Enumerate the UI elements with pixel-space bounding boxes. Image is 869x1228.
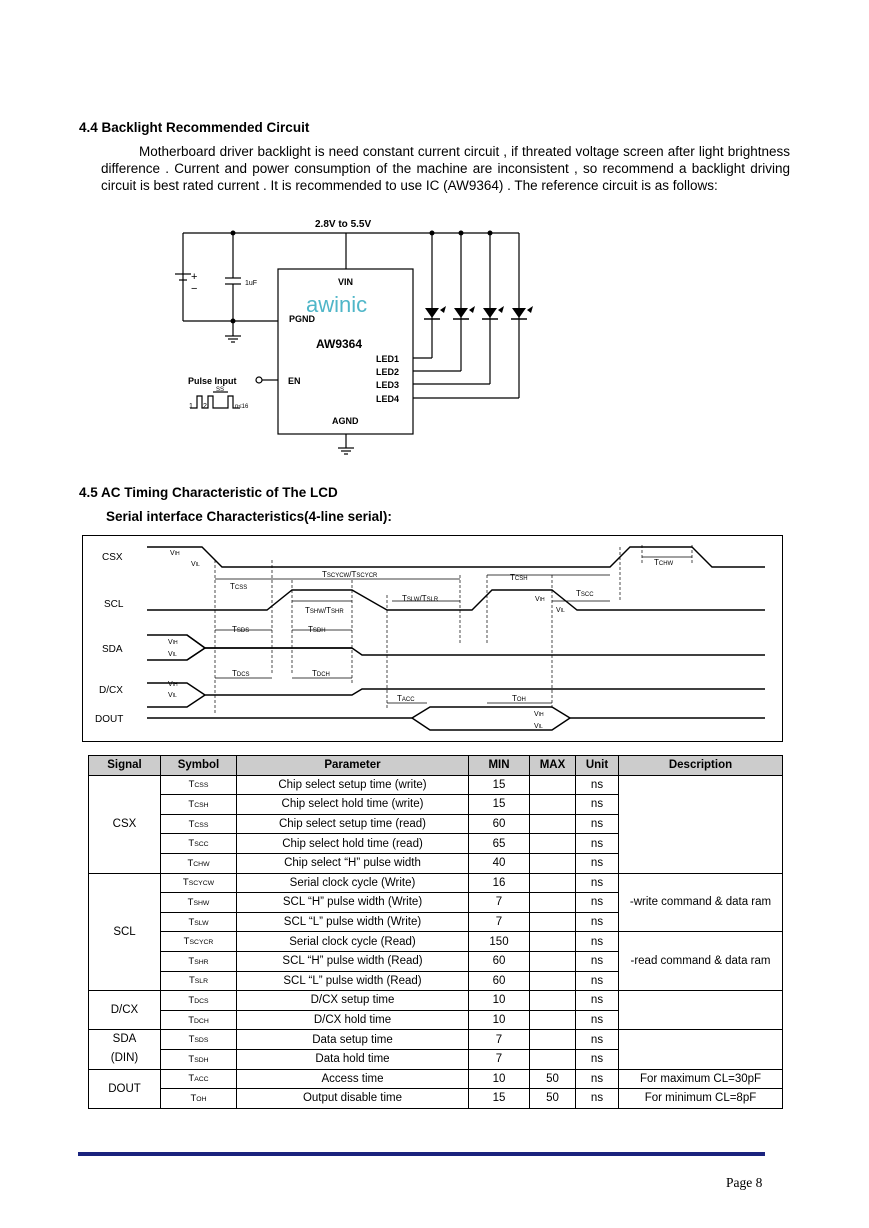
group-dout: DOUT [89,1069,161,1108]
svg-text:VIH: VIH [535,596,545,603]
table-row: TSHW SCL “H” pulse width (Write) 7 ns [89,893,783,913]
svg-text:VIH: VIH [170,550,180,557]
led4-pin-label: LED4 [376,394,400,404]
table-row: TDCH D/CX hold time 10 ns [89,1010,783,1030]
pulse-2-label: 2 [203,403,207,410]
t-scc-label: TSCC [576,589,594,598]
t-csh-label: TCSH [510,573,528,582]
backlight-paragraph: Motherboard driver backlight is need constant current circuit , if threated voltage screen after light brightness difference . Current and power consumption of the machine are inconsistent , so recommend a backlight driving circuit is best rated current . It is recommended to use IC (AW9364) . The reference circuit is as follows: [101,144,790,193]
desc-read: -read command & data ram [619,932,783,991]
serial-timing-table [88,755,783,1109]
battery-minus-label: − [191,283,198,295]
t-oh-label: TOH [512,694,526,703]
vin-pin-label: VIN [338,277,354,287]
pgnd-pin-label: PGND [289,314,316,324]
dcx-signal-label: D/CX [99,685,123,696]
t-sdh-label: TSDH [308,625,326,634]
svg-text:VIL: VIL [191,561,200,568]
t-css-label: TCSS [230,582,248,591]
svg-text:VIH: VIH [534,711,544,718]
t-shw-label: TSHW/TSHR [305,606,344,615]
group-scl: SCL [89,873,161,991]
scl-signal-label: SCL [104,599,124,610]
svg-text:VIL: VIL [168,651,177,658]
section-heading-ac-timing: 4.5 AC Timing Characteristic of The LCD [79,485,338,500]
backlight-circuit-diagram [170,212,550,462]
table-row: TOH Output disable time 15 50 ns For minimum CL=8pF [89,1089,783,1109]
table-row: TSLW SCL “L” pulse width (Write) 7 ns [89,912,783,932]
table-row: CSX TCSS Chip select setup time (write) 15 ns [89,775,783,795]
section-heading-backlight: 4.4 Backlight Recommended Circuit [79,120,310,135]
supply-voltage-label: 2.8V to 5.5V [315,219,372,230]
pulse-input-label: Pulse Input [188,376,237,386]
svg-text:VIL: VIL [534,723,543,730]
group-sda: SDA (DIN) [89,1030,161,1069]
battery-plus-label: + [191,271,198,283]
agnd-pin-label: AGND [332,416,359,426]
footer-rule [78,1152,765,1156]
page-number: Page 8 [726,1175,763,1190]
sda-signal-label: SDA [102,644,123,655]
led1-pin-label: LED1 [376,354,400,364]
t-scyc-label: TSCYCW/TSCYCR [322,570,378,579]
dout-signal-label: DOUT [95,714,124,725]
table-row: TSCYCR Serial clock cycle (Read) 150 ns -read command & data ram [89,932,783,952]
chip-name-label: AW9364 [316,337,363,351]
t-dcs-label: TDCS [232,669,250,678]
table-header-row: Signal Symbol Parameter MIN MAX Unit Description [89,756,783,776]
table-row: TSHR SCL “H” pulse width (Read) 60 ns [89,951,783,971]
svg-text:VIL: VIL [556,607,565,614]
csx-signal-label: CSX [102,552,123,563]
group-dcx: D/CX [89,991,161,1030]
capacitor-label: 1uF [245,280,258,287]
pulse-1-label: 1 [189,403,193,410]
table-row: TCSH Chip select hold time (write) 15 ns [89,795,783,815]
desc-max: For maximum CL=30pF [619,1069,783,1089]
group-csx: CSX [89,775,161,873]
serial-timing-diagram [82,535,783,742]
t-dch-label: TDCH [312,669,330,678]
t-sds-label: TSDS [232,625,250,634]
t-chw-label: TCHW [654,558,674,567]
table-row: SDA (DIN) TSDS Data setup time 7 ns [89,1030,783,1050]
serial-interface-subheading: Serial interface Characteristics(4-line serial): [106,509,392,524]
table-row: TCSS Chip select setup time (read) 60 ns [89,814,783,834]
svg-text:VIL: VIL [168,692,177,699]
table-row: TSDH Data hold time 7 ns [89,1049,783,1069]
desc-min: For minimum CL=8pF [619,1089,783,1109]
en-pin-label: EN [288,376,301,386]
table-row: SCL TSCYCW Serial clock cycle (Write) 16 ns -write command & data ram [89,873,783,893]
table-row: TSLR SCL “L” pulse width (Read) 60 ns [89,971,783,991]
svg-text:VIH: VIH [168,639,178,646]
pulse-n-label: n≤16 [235,404,249,410]
table-row: TCHW Chip select “H” pulse width 40 ns [89,853,783,873]
led3-pin-label: LED3 [376,380,400,390]
desc-write: -write command & data ram [619,873,783,932]
t-slw-label: TSLW/TSLR [402,594,439,603]
table-row: D/CX TDCS D/CX setup time 10 ns [89,991,783,1011]
svg-text:VIH: VIH [168,681,178,688]
awinic-logo: awinic [306,292,368,317]
t-acc-label: TACC [397,694,415,703]
table-row: TSCC Chip select hold time (read) 65 ns [89,834,783,854]
pulse-ss-label: SS [216,387,225,393]
table-row: DOUT TACC Access time 10 50 ns For maximum CL=30pF [89,1069,783,1089]
led2-pin-label: LED2 [376,367,400,377]
